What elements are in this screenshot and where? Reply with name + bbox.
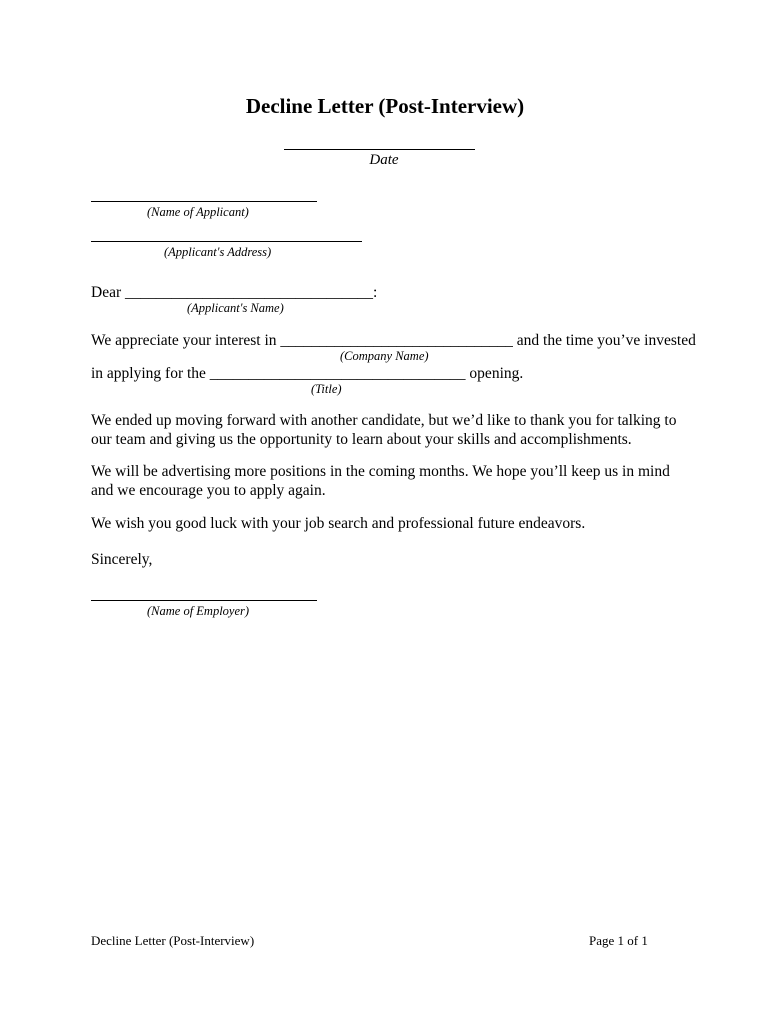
- date-label: Date: [369, 152, 399, 168]
- interest-line: We appreciate your interest in ______________________________ and the time you’ve invested: [91, 332, 696, 349]
- title-caption: (Title): [311, 382, 342, 396]
- applying-line: in applying for the _________________________________ opening.: [91, 365, 524, 382]
- applicant-name-caption: (Name of Applicant): [147, 205, 249, 219]
- closing: Sincerely,: [91, 551, 153, 568]
- paragraph-decision: We ended up moving forward with another candidate, but we’d like to thank you for talking to our team and giving us the opportunity to learn about your skills and accomplishments.: [91, 412, 677, 448]
- footer-document-title: Decline Letter (Post-Interview): [91, 933, 255, 948]
- applicant-address-caption: (Applicant's Address): [164, 245, 272, 259]
- date-line: [284, 149, 475, 150]
- paragraph-future-positions: We will be advertising more positions in the coming months. We hope you’ll keep us in mind and we encourage you to apply again.: [91, 463, 670, 499]
- applicant-name-line: [91, 201, 317, 202]
- salutation: Dear ________________________________:: [91, 284, 378, 301]
- document-title: Decline Letter (Post-Interview): [245, 94, 525, 118]
- company-caption: (Company Name): [340, 349, 429, 363]
- employer-caption: (Name of Employer): [147, 604, 250, 618]
- paragraph-good-luck: We wish you good luck with your job search and professional future endeavors.: [91, 515, 586, 532]
- applicant-address-line: [91, 241, 362, 242]
- employer-signature-line: [91, 600, 317, 601]
- salutation-caption: (Applicant's Name): [187, 301, 284, 315]
- footer-page-number: Page 1 of 1: [589, 933, 648, 948]
